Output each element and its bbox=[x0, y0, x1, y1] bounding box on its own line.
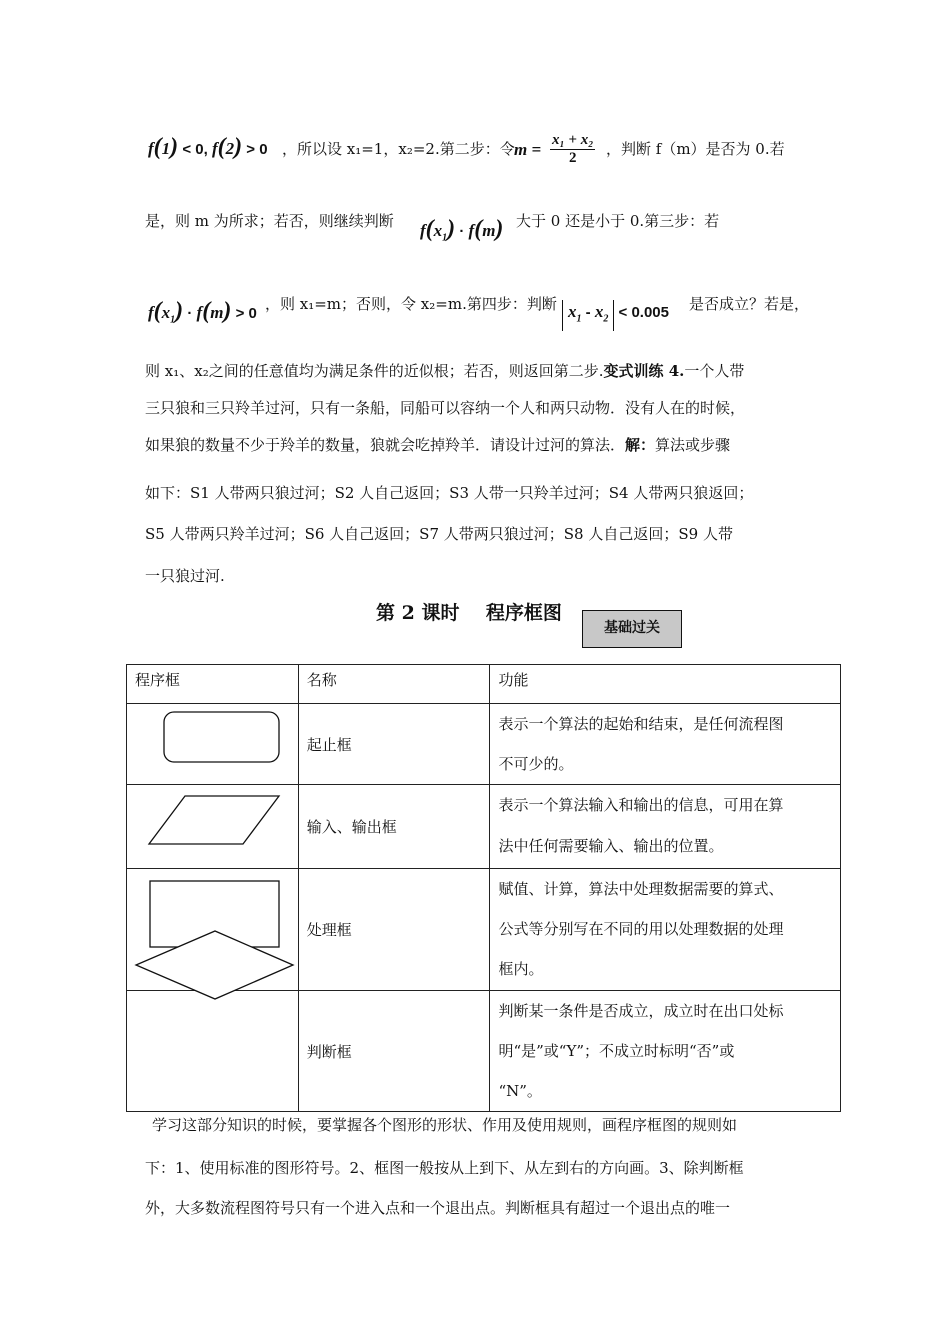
function-line: 表示一个算法输入和输出的信息，可用在算 bbox=[498, 796, 784, 814]
symbol-cell bbox=[127, 991, 299, 1112]
symbol-cell bbox=[127, 869, 299, 991]
parallelogram-shape-icon bbox=[127, 785, 299, 869]
outro-line1: 学习这部分知识的时候，要掌握各个图形的形状、作用及使用规则，画程序框图的规则如 bbox=[152, 1116, 738, 1134]
function-line: 表示一个算法的起始和结束，是任何流程图 bbox=[498, 715, 784, 733]
symbol-cell bbox=[127, 704, 299, 785]
intro-line1-text: ，所以设 x₁=1，x₂=2.第二步：令 bbox=[282, 140, 515, 158]
table-row bbox=[127, 991, 841, 1112]
m-formula-numerator: x₁ + x₂ bbox=[551, 132, 594, 148]
terminal-shape-icon bbox=[127, 704, 299, 783]
function-line: 公式等分别写在不同的用以处理数据的处理 bbox=[498, 920, 784, 938]
symbol-cell bbox=[127, 785, 299, 869]
math-abs-x1-x2: $x_1 - x_2 < 0.005$ bbox=[562, 300, 669, 331]
function-cell bbox=[490, 869, 841, 991]
function-line: 不可少的。 bbox=[498, 755, 574, 773]
intro-line5: 三只狼和三只羚羊过河，只有一条船，同船可以容纳一个人和两只动物．没有人在的时候， bbox=[145, 399, 746, 417]
intro-line4-tail: 一个人带 bbox=[684, 362, 745, 380]
math-f1-f2-condition: f(1) < 0, f(2) > 0 bbox=[148, 134, 268, 160]
name-cell: 处理框 bbox=[298, 869, 490, 991]
header-name: 名称 bbox=[298, 665, 490, 704]
function-line: 法中任何需要输入、输出的位置。 bbox=[498, 837, 724, 855]
intro-line6-tail: 算法或步骤 bbox=[655, 436, 731, 454]
flowchart-symbols-table bbox=[126, 664, 841, 1112]
basic-mastery-badge: 基础过关 bbox=[582, 610, 682, 648]
function-line: 明“是”或“Y”；不成立时标明“否”或 bbox=[498, 1042, 735, 1060]
function-line: 框内。 bbox=[498, 960, 544, 978]
name-cell: 判断框 bbox=[298, 991, 490, 1112]
table-row bbox=[127, 785, 841, 869]
header-symbol: 程序框 bbox=[127, 665, 299, 704]
intro-line9: 一只狼过河. bbox=[145, 567, 225, 585]
table-row bbox=[127, 704, 841, 785]
intro-line2-tail: 大于 0 还是小于 0.第三步：若 bbox=[516, 212, 720, 230]
intro-line4-bold: 变式训练 4. bbox=[603, 362, 685, 380]
process-decision-shape-icon bbox=[127, 869, 299, 1000]
intro-line4 bbox=[145, 360, 825, 381]
intro-line6 bbox=[145, 434, 825, 455]
math-m-formula bbox=[514, 132, 595, 167]
intro-line7: 如下：S1 人带两只狼过河；S2 人自己返回；S3 人带一只羚羊过河；S4 人带两只狼返回； bbox=[145, 484, 754, 502]
intro-line1-tail: ，判断 f（m）是否为 0.若 bbox=[606, 140, 785, 158]
header-function: 功能 bbox=[490, 665, 841, 704]
outro-line2: 下：1、使用标准的图形符号。2、框图一般按从上到下、从左到右的方向画。3、除判断框 bbox=[145, 1159, 744, 1177]
function-cell bbox=[490, 991, 841, 1112]
math-fx1-fm: $f(x_1) \cdot f(m)$ bbox=[420, 216, 504, 244]
intro-line6-text: 如果狼的数量不少于羚羊的数量，狼就会吃掉羚羊．请设计过河的算法． bbox=[145, 436, 626, 454]
function-cell bbox=[490, 704, 841, 785]
intro-line8: S5 人带两只羚羊过河；S6 人自己返回；S7 人带两只狼过河；S8 人自己返回；S9 人带 bbox=[145, 525, 733, 543]
intro-line3-text: ，则 x₁=m；否则，令 x₂=m.第四步：判断 bbox=[265, 295, 557, 313]
outro-line3: 外，大多数流程图符号只有一个进入点和一个退出点。判断框具有超过一个退出点的唯一 bbox=[145, 1199, 731, 1217]
section-title: 第 2 课时 程序框图 bbox=[376, 602, 562, 624]
math-fx1-fm-gt0: $f(x_1) \cdot f(m) > 0$ bbox=[148, 298, 257, 326]
table-row bbox=[127, 869, 841, 991]
m-formula-lhs: m = bbox=[514, 140, 542, 159]
m-formula-denominator: 2 bbox=[568, 150, 577, 166]
name-cell: 起止框 bbox=[298, 704, 490, 785]
function-cell bbox=[490, 785, 841, 869]
intro-line4-text: 则 x₁、x₂之间的任意值均为满足条件的近似根；若否，则返回第二步. bbox=[145, 362, 604, 380]
table-header-row bbox=[127, 665, 841, 704]
function-line: “N”。 bbox=[498, 1082, 542, 1100]
intro-line3-tail: 是否成立？若是， bbox=[689, 295, 810, 313]
name-cell: 输入、输出框 bbox=[298, 785, 490, 869]
intro-line2-text: 是，则 m 为所求；若否，则继续判断 bbox=[145, 212, 394, 230]
function-line: 赋值、计算，算法中处理数据需要的算式、 bbox=[498, 880, 784, 898]
function-line: 判断某一条件是否成立，成立时在出口处标 bbox=[498, 1002, 784, 1020]
intro-line6-bold: 解： bbox=[625, 436, 656, 454]
